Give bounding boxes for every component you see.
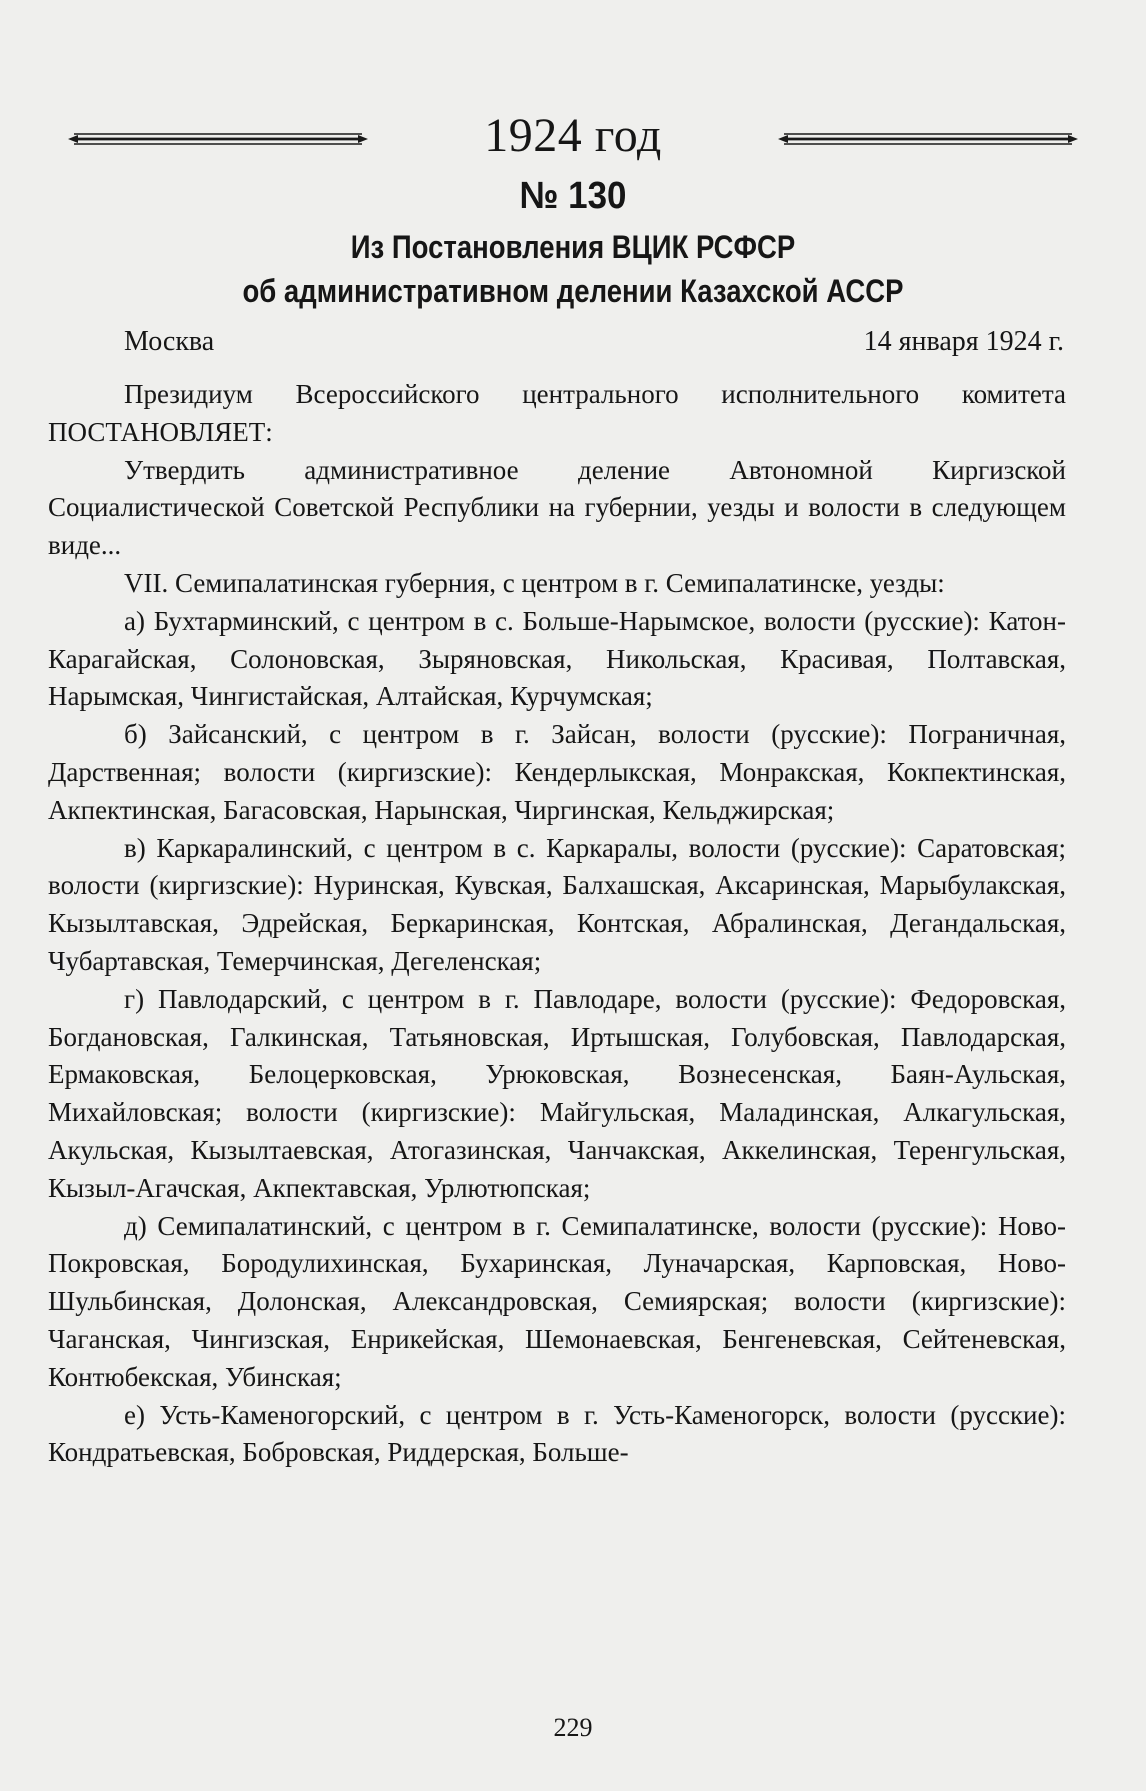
document-title xyxy=(80,225,1066,313)
paragraph-resolution: Утвердить административное деление Автономной Киргизской Социалистической Советской Республики на губернии, уезды и волости в следующем виде... xyxy=(48,454,1066,561)
document-body xyxy=(48,376,1066,1472)
paragraph-ust-kamenogorsky-uezd: е) Усть-Каменогорский, с центром в г. Усть-Каменогорск, волости (русские): Кондратьевская, Бобровская, Риддерская, Больше- xyxy=(48,1399,1066,1468)
paragraph-semipalatinsky-uezd: д) Семипалатинский, с центром в г. Семипалатинске, волости (русские): Ново-Покровская, Бородулихинская, Бухаринская, Луначарская, Карповская, Ново-Шульбинская, Долонская, Александровская, Семиярская; волости (киргизские): Чаганская, Чингизская, Енрикейская, Шемонаевская, Бенгеневская, Сейтеневская, Контюбекская, Убинская; xyxy=(48,1210,1066,1392)
page-number: 229 xyxy=(553,1713,593,1742)
paragraph-preamble: Президиум Всероссийского центрального исполнительного комитета ПОСТАНОВЛЯЕТ: xyxy=(48,379,1066,447)
date-of-issue: 14 января 1924 г. xyxy=(863,326,1064,357)
title-line-2: об административном делении Казахской АССР xyxy=(242,273,904,309)
paragraph-karkaralinsky-uezd: в) Каркаралинский, с центром в с. Каркаралы, волости (русские): Саратовская; волости (киргизские): Нуринская, Кувская, Балхашская, Аксаринская, Марыбулакская, Кызылтавская, Эдрейская, Беркаринская, Контская, Абралинская, Дегандальская, Чубартавская, Темерчинская, Дегеленская; xyxy=(48,832,1066,976)
place-of-issue: Москва xyxy=(124,326,215,357)
right-ornament-rule xyxy=(778,128,1078,148)
paragraph-bukhtarminsky-uezd: а) Бухтарминский, с центром в с. Больше-Нарымское, волости (русские): Катон-Карагайская, Солоновская, Зыряновская, Никольская, Красивая, Полтавская, Нарымская, Чингистайская, Алтайская, Курчумская; xyxy=(48,605,1066,712)
title-line-1: Из Постановления ВЦИК РСФСР xyxy=(350,229,796,265)
paragraph-semipalatinsk-gubernia: VII. Семипалатинская губерния, с центром в г. Семипалатинске, уезды: xyxy=(124,567,945,598)
year-heading: 1924 год xyxy=(484,109,662,162)
paragraph-pavlodarsky-uezd: г) Павлодарский, с центром в г. Павлодаре, волости (русские): Федоровская, Богдановская, Галкинская, Татьяновская, Иртышская, Голубовская, Павлодарская, Ермаковская, Белоцерковская, Урюковская, Вознесенская, Баян-Аульская, Михайловская; волости (киргизские): Майгульская, Маладинская, Алкагульская, Акульская, Кызылтаевская, Атогазинская, Чанчакская, Аккелинская, Теренгульская, Кызыл-Агачская, Акпектавская, Урлютюпская; xyxy=(48,983,1066,1203)
header-row xyxy=(60,108,1086,168)
document-number: № 130 xyxy=(519,175,627,217)
paragraph-zaisansky-uezd: б) Зайсанский, с центром в г. Зайсан, волости (русские): Пограничная, Дарственная; волости (киргизские): Кендерлыкская, Монракская, Кокпектинская, Акпектинская, Багасовская, Нарынская, Чиргинская, Кельджирская; xyxy=(48,719,1066,825)
